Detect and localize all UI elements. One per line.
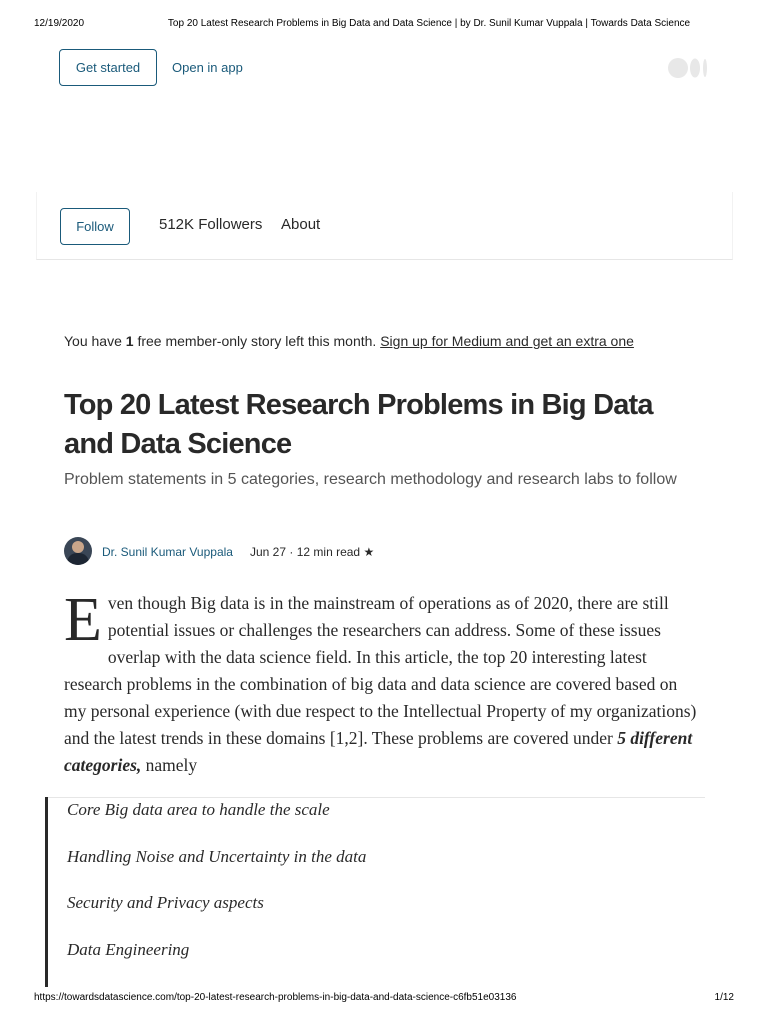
publish-date: Jun 27 — [250, 545, 287, 559]
about-link[interactable]: About — [281, 216, 321, 233]
medium-logo-icon[interactable] — [668, 58, 712, 78]
open-in-app-link[interactable]: Open in app — [172, 60, 243, 75]
article-subtitle: Problem statements in 5 categories, research methodology and research labs to follow — [64, 471, 677, 488]
intro-emphasis: 5 different categories, — [64, 728, 693, 775]
intro-text: ven though Big data is in the mainstream of operations as of 2020, there are still potential issues or challenges the researchers can address. Some of these issues overlap with the data science field. In this article, the top 20 interesting latest research problems in the combination of big data and data science are covered based on my personal experience (with due respect to the Intellectual Property of my organizations) and the latest trends in these domains [1,2]. These problems are covered under — [64, 593, 697, 748]
notice-suffix: free member-only story left this month. — [133, 333, 381, 349]
follow-button[interactable]: Follow — [60, 208, 130, 245]
read-time: 12 min read — [296, 545, 361, 559]
print-title: Top 20 Latest Research Problems in Big Data and Data Science | by Dr. Sunil Kumar Vuppala | Towards Data Science — [167, 18, 691, 29]
intro-end: namely — [141, 755, 198, 775]
top-bar — [0, 48, 768, 88]
member-star-icon: ★ — [363, 545, 375, 559]
print-date: 12/19/2020 — [34, 18, 85, 29]
author-avatar[interactable] — [64, 537, 92, 565]
category-item: Security and Privacy aspects — [67, 893, 264, 912]
article-title: Top 20 Latest Research Problems in Big Data and Data Science — [64, 389, 653, 460]
notice-count: 1 — [125, 333, 134, 349]
drop-cap: E — [64, 586, 102, 654]
notice-prefix: You have — [64, 333, 126, 349]
category-item: Core Big data area to handle the scale — [67, 800, 330, 819]
category-item: Handling Noise and Uncertainty in the data — [67, 847, 367, 866]
member-notice — [64, 333, 744, 349]
print-header — [0, 18, 768, 32]
publication-bar — [36, 192, 733, 260]
category-item: Data Engineering — [67, 940, 190, 959]
avatar-body — [67, 553, 89, 565]
article-intro — [64, 586, 700, 779]
section-divider — [47, 797, 705, 798]
print-page-number: 1/12 — [714, 992, 734, 1003]
blockquote-bar — [45, 797, 48, 987]
byline — [64, 537, 704, 567]
followers-count[interactable]: 512K Followers — [159, 216, 263, 233]
signup-link[interactable]: Sign up for Medium and get an extra one — [380, 333, 634, 349]
print-url: https://towardsdatascience.com/top-20-latest-research-problems-in-big-data-and-data-science-c6fb51e03136 — [34, 992, 517, 1003]
print-footer — [0, 992, 768, 1006]
article-meta — [250, 545, 374, 559]
author-name[interactable]: Dr. Sunil Kumar Vuppala — [102, 545, 233, 559]
get-started-button[interactable]: Get started — [59, 49, 157, 86]
meta-separator: · — [289, 545, 294, 559]
avatar-head — [72, 541, 84, 553]
